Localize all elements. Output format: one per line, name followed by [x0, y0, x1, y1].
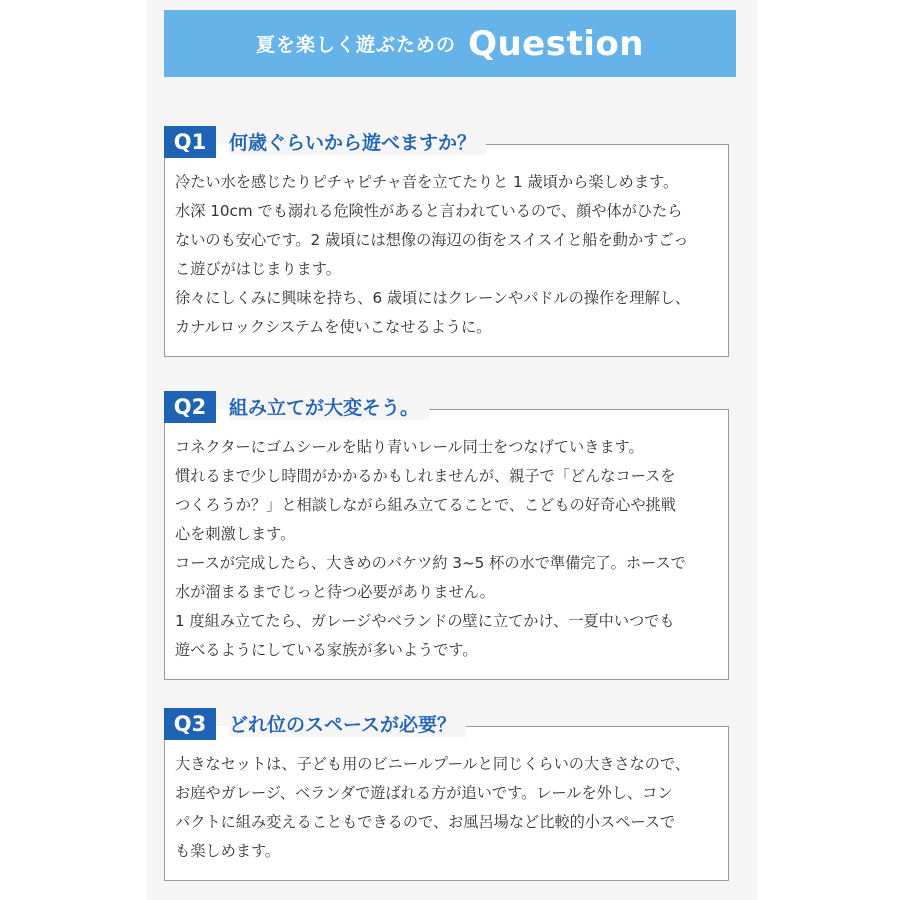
faq-item-q3: [164, 707, 729, 881]
answer-line: こ遊びがはじまります。: [175, 260, 341, 278]
header-banner: [164, 10, 736, 77]
answer-line: コースが完成したら、大きめのバケツ約 3~5 杯の水で準備完了。ホースで: [175, 554, 686, 572]
question-header: [164, 390, 729, 423]
answer-line: つくろうか？」と相談しながら組み立てることで、こどもの好奇心や挑戦: [175, 496, 676, 514]
answer-line: パクトに組み変えることもできるので、お風呂場など比較的小スペースで: [175, 813, 676, 831]
faq-item-q1: [164, 125, 729, 357]
question-badge: Q1: [164, 126, 216, 158]
question-title: 組み立てが大変そう。: [229, 393, 429, 420]
divider: [486, 144, 729, 145]
question-title: 何歳ぐらいから遊べますか？: [229, 128, 486, 155]
answer-line: 遊べるようにしている家族が多いようです。: [175, 641, 478, 659]
answer-line: カナルロックシステムを使いこなせるように。: [175, 318, 492, 336]
divider: [429, 409, 729, 410]
answer-line: 水深 10cm でも溺れる危険性があると言われているので、顔や体がひたら: [175, 202, 683, 220]
answer-line: 冷たい水を感じたりピチャピチャ音を立てたりと 1 歳頃から楽しめます。: [175, 173, 679, 191]
question-header: [164, 125, 729, 158]
divider: [466, 726, 729, 727]
question-badge: Q3: [164, 708, 216, 740]
answer-box: [164, 144, 729, 357]
answer-line: コネクターにゴムシールを貼り青いレール同士をつなげていきます。: [175, 438, 644, 456]
question-badge: Q2: [164, 391, 216, 423]
answer-line: 徐々にしくみに興味を持ち、6 歳頃にはクレーンやパドルの操作を理解し、: [175, 289, 691, 307]
answer-box: [164, 409, 729, 680]
answer-line: 大きなセットは、子ども用のビニールプールと同じくらいの大きさなので、: [175, 755, 691, 773]
banner-subtitle: 夏を楽しく遊ぶための: [256, 34, 457, 56]
banner-title: Question: [468, 23, 644, 64]
question-header: [164, 707, 729, 740]
answer-line: 慣れるまで少し時間がかかるかもしれませんが、親子で「どんなコースを: [175, 467, 676, 485]
answer-line: 水が溜まるまでじっと待つ必要がありません。: [175, 583, 495, 601]
question-title: どれ位のスペースが必要？: [229, 710, 466, 737]
faq-item-q2: [164, 390, 729, 680]
answer-box: [164, 726, 729, 881]
answer-line: 心を刺激します。: [175, 525, 296, 543]
answer-line: お庭やガレージ、ベランダで遊ばれる方が追いです。レールを外し、コン: [175, 784, 673, 802]
answer-line: 1 度組み立てたら、ガレージやベランドの壁に立てかけ、一夏中いつでも: [175, 612, 675, 630]
answer-line: も楽しめます。: [175, 842, 281, 860]
answer-line: ないのも安心です。2 歳頃には想像の海辺の街をスイスイと船を動かすごっ: [175, 231, 689, 249]
